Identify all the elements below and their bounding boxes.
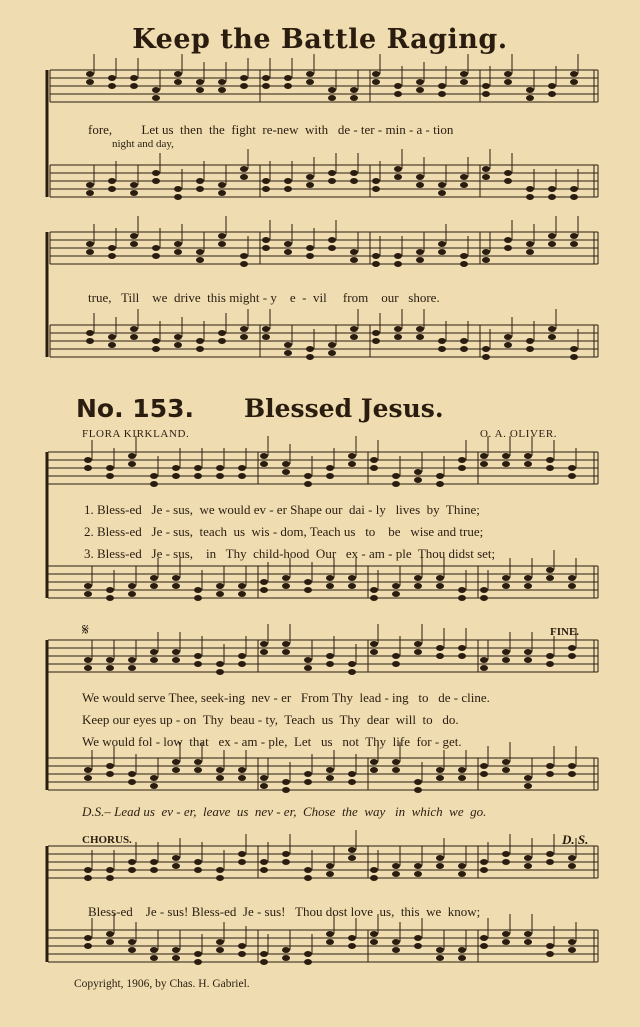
- fine-label: FINE.: [550, 626, 580, 638]
- segno-sign: 𝄋: [82, 622, 89, 639]
- lyric-line: true, Till we drive this might - y e - vil from our shore.: [88, 290, 440, 305]
- lyric-line: fore, Let us then the fight re-new with de - ter - min - a - tion: [88, 122, 454, 137]
- hymn-title: Blessed Jesus.: [244, 394, 444, 423]
- chorus-lyric-line: Bless-ed Je - sus! Bless-ed Je - sus! Thou dost love us, this we know;: [88, 904, 481, 919]
- ds-lyric-line: D.S.– Lead us ev - er, leave us nev - er, Chose the way in which we go.: [82, 804, 487, 819]
- refrain-line-3: We would fol - low that ex - am - ple, Let us not Thy life for - get.: [82, 734, 462, 749]
- ds-label: D. S.: [562, 832, 589, 847]
- refrain-line-2: Keep our eyes up - on Thy beau - ty, Teach us Thy dear will to do.: [82, 712, 459, 727]
- refrain-line-1: We would serve Thee, seek-ing nev - er From Thy lead - ing to de - cline.: [82, 690, 490, 705]
- verse-line-3: 3. Bless-ed Je - sus, in Thy child-hood Our ex - am - ple Thou didst set;: [84, 546, 496, 561]
- copyright-notice: Copyright, 1906, by Chas. H. Gabriel.: [74, 978, 250, 990]
- chorus-label: CHORUS.: [82, 834, 132, 846]
- verse-line-1: 1. Bless-ed Je - sus, we would ev - er Shape our dai - ly lives by Thine;: [84, 502, 480, 517]
- lyric-small: night and day,: [112, 138, 174, 150]
- verse-line-2: 2. Bless-ed Je - sus, teach us wis - dom, Teach us to be wise and true;: [84, 524, 484, 539]
- hymn-number: No. 153.: [76, 394, 194, 423]
- song-title-keep-the-battle-raging: Keep the Battle Raging.: [132, 24, 508, 55]
- lyricist-credit: FLORA KIRKLAND.: [82, 428, 190, 440]
- composer-credit: O. A. OLIVER.: [480, 428, 558, 440]
